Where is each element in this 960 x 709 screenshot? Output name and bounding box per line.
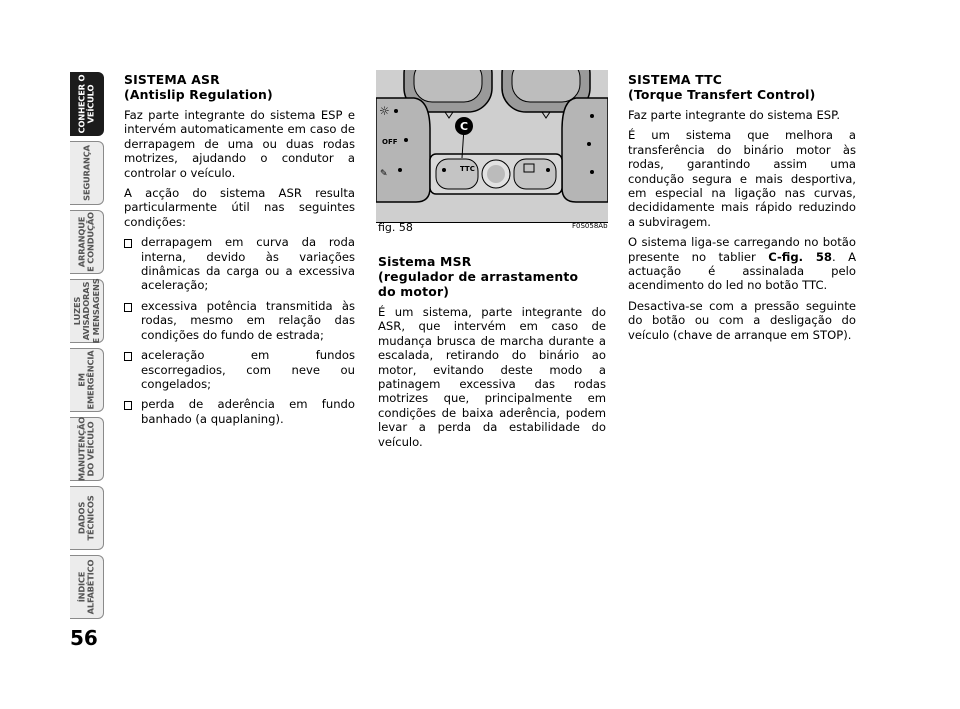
asr-heading-title: SISTEMA ASR bbox=[124, 72, 220, 87]
tab-label: MANUTENÇÃO DO VEÍCULO bbox=[76, 416, 96, 482]
tab-conhecer-o-veiculo[interactable] bbox=[70, 72, 104, 136]
tab-label: EM EMERGÊNCIA bbox=[76, 350, 96, 410]
msr-heading-line: (regulador de arrastamento bbox=[378, 269, 579, 284]
page-number: 56 bbox=[70, 626, 98, 650]
ttc-paragraph: Desactiva-se com a pressão seguinte do botão ou com a desligação do veículo (chave de arranque em STOP). bbox=[628, 298, 856, 342]
asr-heading-subtitle: (Antislip Regulation) bbox=[124, 87, 273, 102]
asr-conditions-list bbox=[124, 235, 355, 426]
checkbox-bullet-icon bbox=[124, 352, 132, 361]
list-item bbox=[124, 397, 355, 426]
msr-paragraph: É um sistema, parte integrante do ASR, que intervém em caso de mudança brusca de marcha durante a escalada, retirando do binário ao motor, evitando deste modo a patinagem excessiva das rodas motrizes que, principalmente em condições de baixa aderência, podem levar a perda da estabilidade do veículo. bbox=[378, 305, 606, 449]
list-item-text: perda de aderência em fundo banhado (a quaplaning). bbox=[141, 397, 355, 426]
svg-text:☼: ☼ bbox=[379, 104, 390, 118]
tab-label: ARRANQUE E CONDUÇÃO bbox=[76, 212, 96, 272]
msr-heading-line: Sistema MSR bbox=[378, 254, 472, 269]
list-item bbox=[124, 348, 355, 391]
ttc-heading-subtitle: (Torque Transfert Control) bbox=[628, 87, 816, 102]
ttc-heading-title: SISTEMA TTC bbox=[628, 72, 723, 87]
tab-label: ÍNDICE ALFABÉTICO bbox=[76, 559, 96, 615]
tab-label: LUZES AVISADORAS E MENSAGENS bbox=[71, 278, 101, 344]
dashboard-illustration bbox=[376, 70, 608, 222]
figure-reference: C-fig. 58 bbox=[768, 249, 832, 264]
ttc-paragraph bbox=[628, 235, 856, 293]
ttc-section bbox=[628, 72, 856, 348]
asr-section bbox=[124, 72, 355, 432]
ttc-text: O sistema liga-se carregando no botão presente no tablier bbox=[628, 235, 856, 264]
tab-indice-alfabetico[interactable] bbox=[70, 555, 104, 619]
svg-text:✎: ✎ bbox=[380, 169, 388, 179]
asr-heading bbox=[124, 72, 355, 102]
asr-paragraph: Faz parte integrante do sistema ESP e intervém automaticamente em caso de derrapagem de uma ou duas rodas motrizes, ajudando o condutor a controlar o veículo. bbox=[124, 108, 355, 180]
ttc-button-label: TTC bbox=[460, 165, 475, 173]
list-item bbox=[124, 299, 355, 342]
msr-heading bbox=[378, 254, 606, 299]
off-label: OFF bbox=[382, 138, 398, 146]
checkbox-bullet-icon bbox=[124, 303, 132, 312]
ttc-text: . A actuação é assinalada pelo acendimento do led no botão TTC. bbox=[628, 249, 856, 293]
figure-code: F0S058Ab bbox=[572, 222, 608, 230]
list-item-text: aceleração em fundos escorregadios, com neve ou congelados; bbox=[141, 348, 355, 391]
tab-label: SEGURANÇA bbox=[80, 145, 91, 201]
ttc-paragraph: Faz parte integrante do sistema ESP. bbox=[628, 108, 841, 122]
tab-arranque-e-conducao[interactable] bbox=[70, 210, 104, 274]
tab-em-emergencia[interactable] bbox=[70, 348, 104, 412]
tab-manutencao-do-veiculo[interactable] bbox=[70, 417, 104, 481]
figure-caption: fig. 58 bbox=[378, 221, 413, 234]
tab-dados-tecnicos[interactable] bbox=[70, 486, 104, 550]
msr-section bbox=[378, 254, 606, 455]
asr-paragraph: A acção do sistema ASR resulta particularmente útil nas seguintes condições: bbox=[124, 186, 355, 229]
tab-label: CONHECER O VEÍCULO bbox=[76, 74, 96, 134]
list-item bbox=[124, 235, 355, 293]
list-item-text: derrapagem em curva da roda interna, devido às variações dinâmicas da carga ou a excessiva aceleração; bbox=[141, 235, 355, 293]
checkbox-bullet-icon bbox=[124, 401, 132, 410]
tab-luzes-avisadoras[interactable] bbox=[70, 279, 104, 343]
checkbox-bullet-icon bbox=[124, 239, 132, 248]
tab-label: DADOS TÉCNICOS bbox=[76, 495, 96, 541]
msr-heading-line: do motor) bbox=[378, 284, 450, 299]
dashboard-figure bbox=[376, 70, 608, 223]
list-item-text: excessiva potência transmitida às rodas, mesmo em relação das condições do fundo de estrada; bbox=[141, 298, 355, 342]
ttc-paragraph: É um sistema que melhora a transferência do binário motor às rodas, garantindo assim uma condução segura e mais desportiva, em especial na ligação nas curvas, decididamente mais rápido reduzindo a subviragem. bbox=[628, 128, 856, 229]
ttc-heading bbox=[628, 72, 856, 102]
tab-seguranca[interactable] bbox=[70, 141, 104, 205]
callout-c-label: C bbox=[459, 120, 469, 133]
